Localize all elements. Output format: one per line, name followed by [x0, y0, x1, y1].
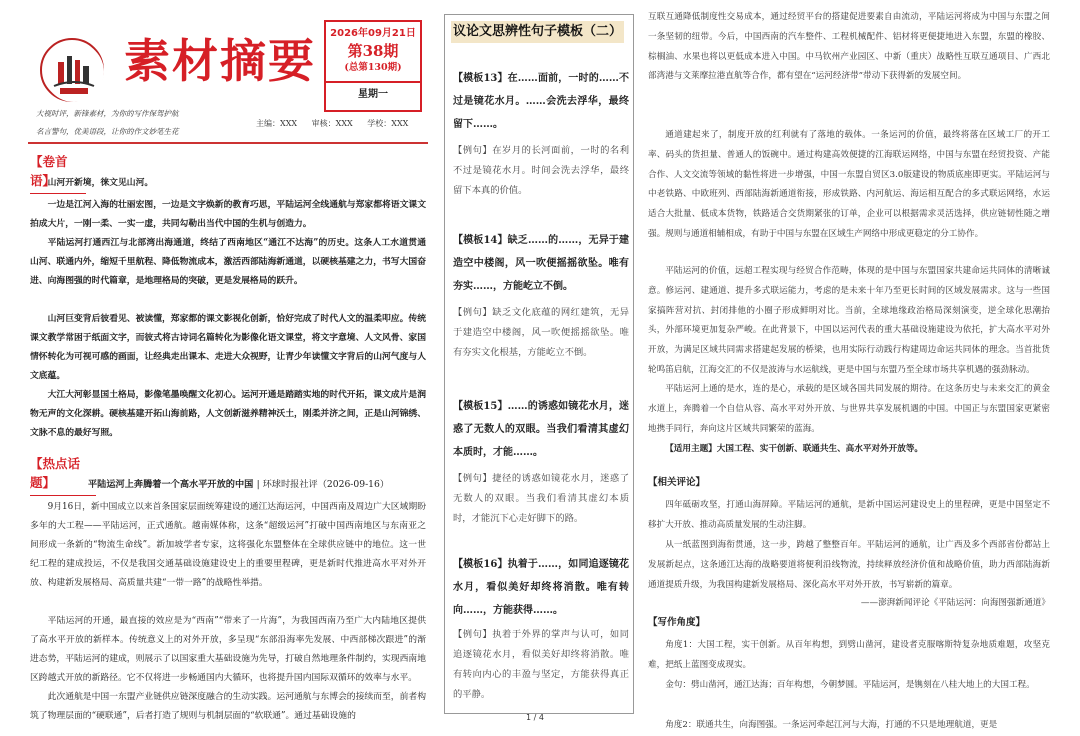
article-paragraph-2: 平陆运河的开通，最直接的效应是为“西南”“带来了一片海”，为我国西南乃至广大内陆地区提供了高水平开放的新样本。传统意义上的对外开放，多呈现“东部沿海率先发展、中西部梯次跟进”的渐进态势，平陆运河的建成，则展示了以国家重大基础设施为先导，打破自然地理条件制约，实现西南地区跨越式开放的新路径。它不仅将进一步畅通国内大循环，也将提升国内国际双循环的效率与水平。	[30, 616, 426, 683]
masthead-logo	[40, 38, 104, 102]
preface-paragraph-2: 一边是江河入海的壮丽宏图，一边是文字焕新的教育巧思，平陆运河全线通航与郑家都将语文课文拍成大片，一刚一柔、一实一虚，共同勾勒出当代中国的生机与创造力。	[30, 200, 426, 229]
tagline-2: 名言警句，优美语段，让你的作文妙笔生花	[36, 127, 179, 136]
school-credit: 学校：XXX	[367, 119, 409, 128]
angle-2: 角度2：联通共生，向海图强。一条运河牵起江河与大海，打通的不只是地理航道，更是	[665, 720, 998, 730]
golden-sentence: 金句：劈山凿河，通江达海；百年构想，今朝梦圆。平陆运河，是镌刻在八桂大地上的大国工程。	[665, 680, 1035, 690]
article-continued-2: 通道建起来了，制度开放的红利就有了落地的载体。一条运河的价值，最终将落在区域工厂的开工率、码头的货担量、普通人的饭碗中。通过构建高效便捷的江海联运网络，中国与东盟在经贸投资、产能合作、人文交流等领域的黏性将进一步增强，中国一东盟自贸区3.0版建设的物质底座即更实。平陆运河与中老铁路、中欧班列、西部陆海新通道衔接，形成铁路、内河航运、海运相互配合的多式联运网络，水运适合大批量、低成本货物，铁路适合交货期紧张的订单，企业可以根据需求灵活选择，供应链韧性随之增强。规则与通道相辅相成，有助于中国与东盟在区域生产网络中形成更稳定的分工协作。	[648, 130, 1050, 239]
applicable-themes: 【适用主题】大国工程、实干创新、联通共生、高水平对外开放等。	[665, 444, 924, 454]
editor-credit: 主编：XXX	[256, 119, 298, 128]
related-comments-heading: 【相关评论】	[648, 477, 706, 488]
section-heading-hot-topic: 【热点话题】	[30, 454, 96, 493]
article-continued-3: 平陆运河的价值，远超工程实现与经贸合作范畴，体现的是中国与东盟国家共建命运共同体的清晰诚意。修运河、建通道、提升多式联运能力，考虑的是未来十年乃至更长时间的区域发展需求。这与一些国家搞阵营对抗、封闭排他的小圈子形成鲜明对比。当前，全球地缘政治格局深刻演变，逆全球化思潮抬头，外部环境更加复杂严峻。在此背景下，中国以运河代表的重大基础设施建设为依托，扩大高水平对外开放，为满足区域共同需求搭建起发展的桥梁，也用实际行动践行构建周边命运共同体的理念。当首批货轮鸣笛启航，江海交汇的不仅是波涛与水运航线，更是中国与东盟乃至全球市场共享机遇的强劲脉动。	[648, 266, 1050, 375]
preface-paragraph-1: 山河开新境，徕文见山河。	[47, 178, 154, 188]
masthead-title: 素材摘要	[124, 34, 316, 88]
issue-weekday: 星期一	[358, 88, 388, 100]
issue-box	[324, 20, 422, 112]
total-issue: (总第130期)	[344, 62, 402, 73]
article-paragraph-3: 此次通航是中国一东盟产业链供应链深度融合的生动实践。运河通航与东博会的接续而至，前者构筑了物理层面的“硬联通”，后者打造了规则与机制层面的“软联通”。通过基础设施的	[30, 692, 426, 721]
comment-1: 四年砥砺攻坚，打通山海屏障。平陆运河的通航，是新中国运河建设史上的里程碑，更是中国坚定不移扩大开放、推动高质量发展的生动注脚。	[648, 500, 1050, 530]
article-title-text: 平陆运河上奔腾着一个高水平开放的中国	[88, 479, 254, 490]
preface-paragraph-3: 平陆运河打通西江与北部湾出海通道，终结了西南地区“通江不达海”的历史。这条人工水道贯通山河、联通内外，缩短千里航程、降低物流成本，激活西部陆海新通道，以硬核基建之力，书写大国奋进、向海图强的时代篇章，是地理格局的突破，更是发展格局的跃升。	[30, 238, 426, 286]
right-column	[648, 8, 1050, 730]
left-column	[28, 14, 428, 721]
template-13: 【模板13】在……面前，一时的……不过是镜花水月。……会洗去浮华，最终留下……。	[453, 73, 629, 130]
credits	[256, 118, 420, 130]
page-number: 1 / 4	[526, 713, 544, 722]
example-14: 【例句】缺乏文化底蕴的网红建筑，无异于建造空中楼阁，风一吹便摇摇欲坠。唯有夯实文化根基，方能屹立不倒。	[453, 307, 629, 358]
template-15: 【模板15】……的诱惑如镜花水月，迷惑了无数人的双眼。当我们看清其虚幻本质时，才能……。	[453, 401, 629, 458]
middle-column	[444, 14, 634, 714]
template-14: 【模板14】缺乏……的……，无异于建造空中楼阁，风一吹便摇摇欲坠。唯有夯实……，方能屹立不倒。	[453, 235, 629, 292]
masthead-rule	[28, 142, 428, 144]
comment-2: 从一纸蓝图到海衔贯通，这一步，跨越了整整百年。平陆运河的通航，让广西及多个西部省份都站上发展新起点，这条通江达海的战略要道将便利沿线物流，持续释放经济价值和战略价值，助力西部陆海新通道提质升级，为我国构建新发展格局、深化高水平对外开放，书写崭新的篇章。	[648, 540, 1050, 590]
template-16: 【模板16】执着于……，如同追逐镜花水月，看似美好却终将消散。唯有转向……，方能获得……。	[453, 559, 629, 616]
tagline-1: 大视时评，新锋素材，为你的写作保驾护航	[36, 109, 179, 118]
template-section-title: 议论文思辨性句子模板（二）	[451, 21, 624, 43]
article-paragraph-1: 9月16日，新中国成立以来首条国家层面统筹建设的通江达海运河，中国西南及周边广大区域期盼多年的大工程——平陆运河，正式通航。越南媒体称，这条“超级运河”打破中国西南地区与东南亚之间形成一条新的“物流生命线”。新加坡学者专家，这将强化东盟整体在全球供应链中的地位。这一世纪工程的建成投运，不仅是我国交通基础设施建设史上的重要里程碑，更是新时代推进高水平对外开放、构建新发展格局、高质量共建“一带一路”的战略性举措。	[30, 502, 426, 588]
angle-1: 角度1：大国工程，实干创新。从百年构想，到劈山凿河，建设者克服喀斯特复杂地质难题，攻坚克难，把纸上蓝图变成现实。	[648, 640, 1050, 670]
article-continued-4: 平陆运河上通的是水，连的是心，承载的是区域各国共同发展的期待。在这条历史与未来交汇的黄金水道上，奔腾着一个自信从容、高水平对外开放、与世界共享发展机遇的中国。中国正与东盟国家更紧密地携手同行，奔向这片区域共同繁荣的蓝海。	[648, 384, 1050, 434]
article-title	[88, 478, 389, 492]
issue-number: 第38期	[347, 41, 399, 60]
example-13: 【例句】在岁月的长河面前，一时的名利不过是镜花水月。时间会洗去浮华，最终留下本真的价值。	[453, 145, 629, 196]
reviewer-credit: 审核：XXX	[311, 119, 353, 128]
preface-paragraph-4: 山河巨变背后彼看见、被读懂，郑家都的课文影视化创新，恰好完成了时代人文的温柔叩应。传统课文教学常困于纸面文字，而彼式将古诗词名篇转化为影像化语文课堂，将文字意境、人文风骨、家国情怀转化为可视可感的画面，让经典走出课本、走进大众视野，让青少年读懂文字背后的山河气度与人文底蕴。	[30, 314, 426, 381]
article-continued-1: 互联互通降低制度性交易成本，通过经贸平台的搭建促进要素自由流动，平陆运河将成为中国与东盟之间一条坚韧的纽带。今后，中国西南的汽车整件、工程机械配件、铝材将更便捷地进入东盟，东盟的橡胶、棕榈油、水果也将以更低成本进入中国。中马钦州产业园区、中新（重庆）战略性互联互通项目、广西北部湾港与文莱摩拉港直航等合作，都有望在“运河经济带”带动下获得新的发展空间。	[648, 12, 1050, 82]
example-15: 【例句】捷径的诱惑如镜花水月，迷惑了无数人的双眼。当我们看清其虚幻本质时，才能沉下心走好脚下的路。	[453, 473, 629, 524]
preface-paragraph-5: 大江大河彰显国土格局，影像笔墨唤醒文化初心。运河开通是踏踏实地的时代开拓，课文成片是润物无声的文化深耕。硬核基建开拓山海前路，人文创新滋养精神沃土，刚柔并济之间，正是山河锦绣、文脉不息的最好写照。	[30, 390, 426, 438]
issue-date: 2026年09月21日	[330, 28, 416, 39]
writing-angle-heading: 【写作角度】	[648, 617, 706, 628]
example-16: 【例句】执着于外界的掌声与认可，如同追逐镜花水月，看似美好却终将消散。唯有转向内心的丰盈与坚定，方能获得真正的平静。	[453, 629, 629, 700]
section-heading-preface: 【卷首语】	[30, 152, 86, 191]
comment-2-source: ——澎湃新闻评论《平陆运河：向海图强新通道》	[860, 598, 1050, 608]
article-source: | 环球时报社评（2026-09-16）	[256, 479, 390, 490]
